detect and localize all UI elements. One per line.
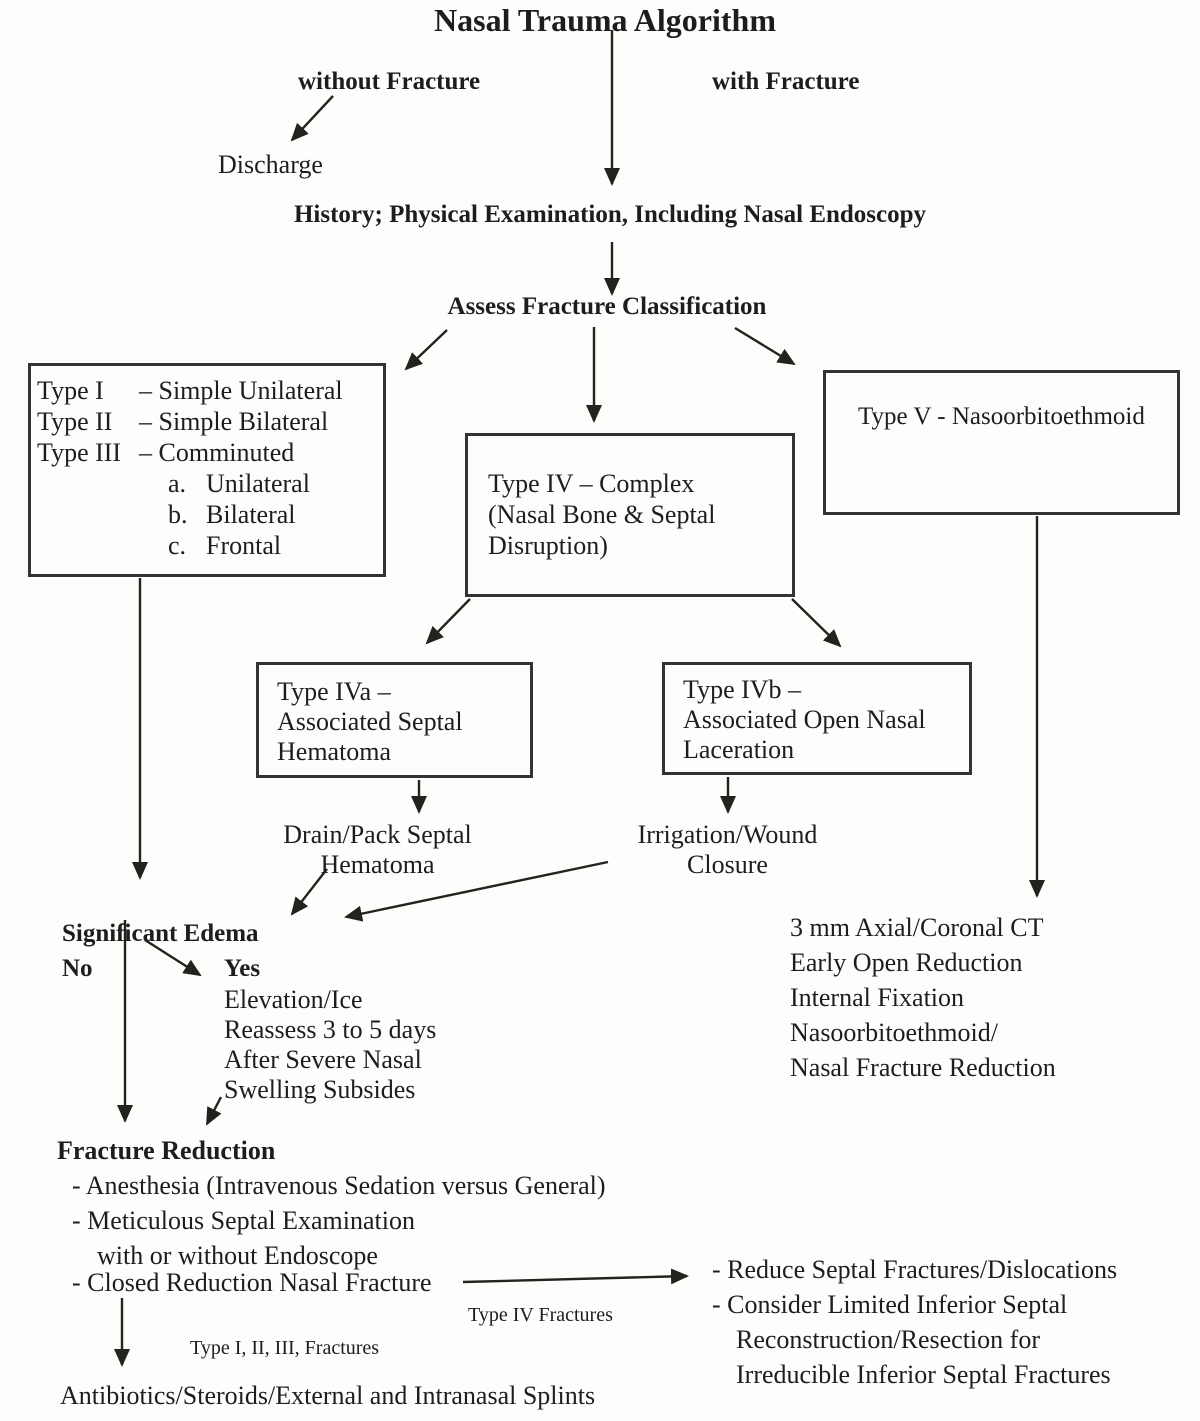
type4b-line3: Laceration — [683, 735, 795, 764]
arrow-type4-to-type4b — [792, 599, 840, 646]
yes-step-3: After Severe Nasal — [224, 1045, 422, 1074]
type3-subtype-c — [168, 530, 379, 561]
type4-line2: (Nasal Bone & Septal — [488, 500, 716, 529]
septal-line-4: Irreducible Inferior Septal Fractures — [736, 1360, 1111, 1389]
arrow-closed-reduction-to-septal — [463, 1276, 687, 1282]
type1-row — [37, 375, 379, 406]
antibiotics-splints-step: Antibiotics/Steroids/External and Intranasal Splints — [60, 1381, 596, 1410]
subtype-b-label: Bilateral — [206, 500, 296, 529]
septal-line-3: Reconstruction/Resection for — [736, 1325, 1040, 1354]
fr-item-anesthesia: - Anesthesia (Intravenous Sedation versus General) — [72, 1171, 606, 1200]
drain-line1: Drain/Pack Septal — [283, 820, 472, 849]
arrow-assess-to-type123 — [406, 330, 447, 369]
type4b-line1: Type IVb – — [683, 675, 802, 704]
path-label-type123-fractures: Type I, II, III, Fractures — [190, 1337, 380, 1359]
septal-line-2: - Consider Limited Inferior Septal — [712, 1290, 1068, 1319]
subtype-b-letter: b. — [168, 500, 188, 529]
node-assess-classification: Assess Fracture Classification — [447, 293, 767, 320]
type-5-box — [823, 370, 1180, 515]
ct-line-5: Nasal Fracture Reduction — [790, 1053, 1056, 1082]
irrigation-line2: Closure — [687, 850, 768, 879]
fr-item-septal-exam: - Meticulous Septal Examination — [72, 1206, 415, 1235]
type3-row — [37, 437, 379, 468]
path-label-type4-fractures: Type IV Fractures — [468, 1304, 613, 1326]
node-history-exam: History; Physical Examination, Including Nasal Endoscopy — [293, 201, 927, 228]
subtype-a-label: Unilateral — [206, 469, 310, 498]
type1-label: Type I — [37, 376, 104, 405]
ct-line-2: Early Open Reduction — [790, 948, 1023, 977]
type-4a-box — [256, 662, 533, 778]
type3-label: Type III — [37, 438, 122, 467]
action-drain-pack — [270, 820, 485, 880]
arrow-yes-to-fracture-reduction — [207, 1097, 221, 1124]
fracture-reduction-heading: Fracture Reduction — [57, 1136, 276, 1165]
type2-row — [37, 406, 379, 437]
type4a-line2: Associated Septal — [277, 707, 463, 736]
page-title: Nasal Trauma Algorithm — [434, 2, 776, 38]
arrow-type4-to-type4a — [427, 599, 470, 643]
subtype-a-letter: a. — [168, 469, 187, 498]
subtype-c-letter: c. — [168, 531, 187, 560]
type4-line3: Disruption) — [488, 531, 608, 560]
subtype-c-label: Frontal — [206, 531, 282, 560]
type-1-2-3-box — [28, 363, 386, 577]
type4a-line3: Hematoma — [277, 737, 392, 766]
type2-label: Type II — [37, 407, 113, 436]
type1-desc: – Simple Unilateral — [139, 376, 343, 405]
arrow-without-to-discharge — [292, 96, 333, 140]
type4b-line2: Associated Open Nasal — [683, 705, 926, 734]
drain-line2: Hematoma — [320, 850, 435, 879]
type-4-box — [465, 433, 795, 597]
action-irrigation-closure — [620, 820, 835, 880]
edema-heading: Significant Edema — [62, 920, 259, 947]
yes-step-1: Elevation/Ice — [224, 985, 363, 1014]
edema-yes-label: Yes — [224, 955, 261, 982]
septal-line-1: - Reduce Septal Fractures/Dislocations — [712, 1255, 1118, 1284]
arrow-assess-to-type5 — [735, 328, 794, 364]
type3-desc: – Comminuted — [139, 438, 295, 467]
type5-label: Type V - Nasoorbitoethmoid — [858, 403, 1145, 430]
branch-label-with-fracture: with Fracture — [712, 68, 860, 95]
type3-subtype-a — [168, 468, 379, 499]
irrigation-line1: Irrigation/Wound — [637, 820, 818, 849]
ct-line-4: Nasoorbitoethmoid/ — [790, 1018, 998, 1047]
edema-yes-steps — [224, 985, 436, 1105]
type-4b-box — [662, 662, 972, 775]
ct-line-1: 3 mm Axial/Coronal CT — [790, 913, 1044, 942]
type3-subtype-b — [168, 499, 379, 530]
yes-step-2: Reassess 3 to 5 days — [224, 1015, 437, 1044]
yes-step-4: Swelling Subsides — [224, 1075, 416, 1104]
branch-label-without-fracture: without Fracture — [298, 68, 481, 95]
fr-item-endoscope: with or without Endoscope — [97, 1241, 378, 1270]
ct-line-3: Internal Fixation — [790, 983, 965, 1012]
type4a-line1: Type IVa – — [277, 677, 391, 706]
type4-line1: Type IV – Complex — [488, 469, 695, 498]
type2-desc: – Simple Bilateral — [139, 407, 329, 436]
edema-no-label: No — [62, 955, 93, 982]
ct-open-reduction-block — [790, 910, 1056, 1085]
node-discharge: Discharge — [218, 150, 323, 179]
fr-item-closed-reduction: - Closed Reduction Nasal Fracture — [72, 1268, 432, 1297]
